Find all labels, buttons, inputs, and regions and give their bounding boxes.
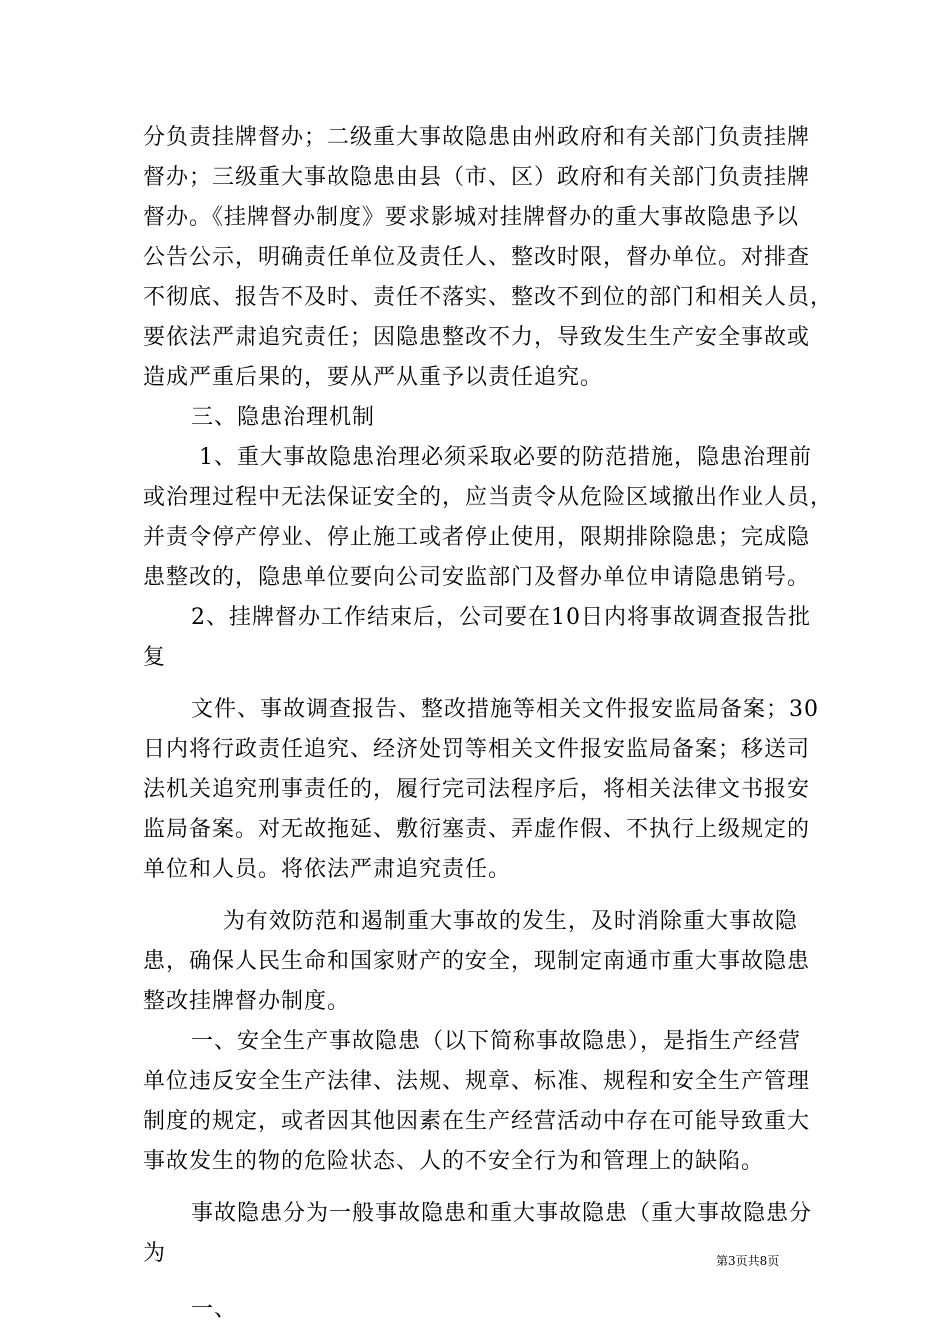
text-line: 患整改的，隐患单位要向公司安监部门及督办单位申请隐患销号。 — [143, 565, 811, 590]
text-line: 患，确保人民生命和国家财产的安全，现制定南通市重大事故隐患 — [143, 949, 811, 974]
text-line: 分负责挂牌督办；二级重大事故隐患由州政府和有关部门负责挂牌 — [143, 125, 811, 150]
text-line: 一、安全生产事故隐患（以下简称事故隐患），是指生产经营 — [143, 1029, 801, 1054]
text-line: 事故隐患分为一般事故隐患和重大事故隐患（重大事故隐患分 — [143, 1201, 812, 1226]
text-line: 不彻底、报告不及时、责任不落实、整改不到位的部门和相关人员， — [143, 285, 834, 310]
text-line: 单位和人员。将依法严肃追究责任。 — [143, 857, 512, 882]
paragraph-gap — [143, 678, 823, 690]
paragraph-gap — [143, 890, 823, 902]
document-body — [143, 118, 834, 1330]
text-line: 制度的规定，或者因其他因素在生产经营活动中存在可能导致重大 — [143, 1109, 811, 1134]
page-number-footer: 第3页共8页 — [716, 1254, 780, 1268]
text-line: 为有效防范和遏制重大事故的发生，及时消除重大事故隐 — [143, 909, 798, 934]
text-line: 要依法严肃追究责任；因隐患整改不力，导致发生生产安全事故或 — [143, 325, 811, 350]
section-heading: 三、隐患治理机制 — [143, 405, 375, 430]
text-line: 为 — [143, 1241, 167, 1266]
text-line: 1、重大事故隐患治理必须采取必要的防范措施，隐患治理前 — [143, 445, 812, 470]
text-line: 造成严重后果的，要从严从重予以责任追究。 — [143, 365, 604, 390]
text-line: 日内将行政责任追究、经济处罚等相关文件报安监局备案；移送司 — [143, 737, 811, 762]
text-line: 2、挂牌督办工作结束后，公司要在10日内将事故调查报告批 — [143, 605, 811, 630]
text-line: 一、 — [143, 1297, 237, 1322]
text-line: 复 — [143, 645, 167, 670]
text-line: 公告公示，明确责任单位及责任人、整改时限，督办单位。对排查 — [143, 245, 811, 270]
text-line: 法机关追究刑事责任的，履行完司法程序后，将相关法律文书报安 — [143, 777, 811, 802]
paragraph-gap — [143, 1182, 823, 1194]
text-line: 整改挂牌督办制度。 — [143, 989, 351, 1014]
text-line: 并责令停产停业、停止施工或者停止使用，限期排除隐患；完成隐 — [143, 525, 811, 550]
text-line: 督办。《挂牌督办制度》要求影城对挂牌督办的重大事故隐患予以 — [143, 205, 800, 230]
text-line: 或治理过程中无法保证安全的，应当责令从危险区域撤出作业人员， — [143, 485, 834, 510]
text-line: 单位违反安全生产法律、法规、规章、标准、规程和安全生产管理 — [143, 1069, 811, 1094]
paragraph-gap — [143, 1274, 823, 1290]
text-line: 督办；三级重大事故隐患由县（市、区）政府和有关部门负责挂牌 — [143, 165, 811, 190]
text-line: 监局备案。对无故拖延、敷衍塞责、弄虚作假、不执行上级规定的 — [143, 817, 811, 842]
text-line: 文件、事故调查报告、整改措施等相关文件报安监局备案；30 — [143, 697, 819, 722]
text-line: 事故发生的物的危险状态、人的不安全行为和管理上的缺陷。 — [143, 1149, 765, 1174]
